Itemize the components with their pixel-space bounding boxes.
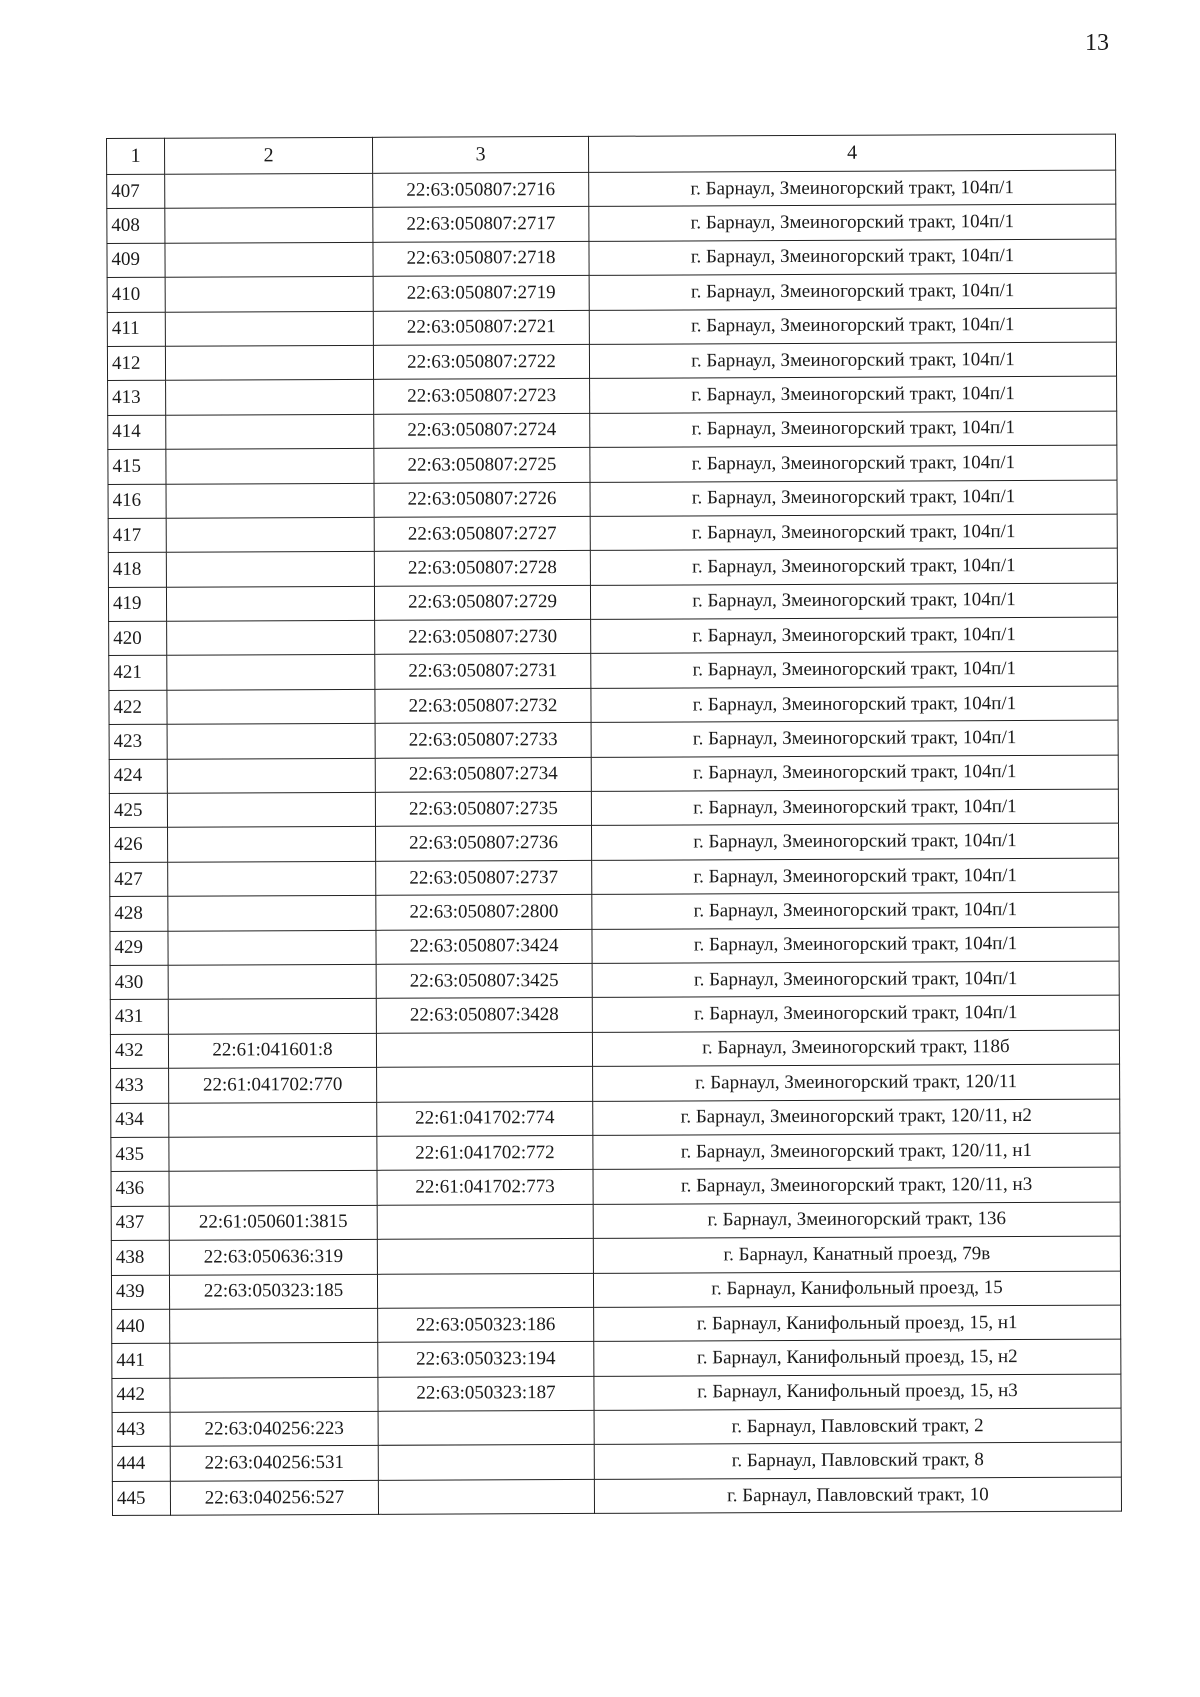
address-cell: г. Барнаул, Змеиногорский тракт, 104п/1	[591, 755, 1118, 792]
address-cell: г. Барнаул, Змеиногорский тракт, 104п/1	[589, 308, 1116, 345]
cadastral-number-cell: 22:63:050807:2730	[375, 619, 591, 654]
row-number-cell: 424	[109, 759, 167, 794]
address-cell: г. Барнаул, Змеиногорский тракт, 104п/1	[590, 514, 1117, 551]
cadastral-number-cell: 22:63:050323:186	[378, 1307, 594, 1342]
row-number-cell: 422	[109, 690, 167, 725]
row-number-cell: 426	[110, 828, 168, 863]
cadastral-number-cell: 22:63:050807:2735	[375, 791, 591, 826]
table-row	[108, 445, 1117, 484]
address-cell: г. Барнаул, Змеиногорский тракт, 136	[593, 1202, 1120, 1239]
row-number-cell: 439	[111, 1275, 169, 1310]
cadastral-number-cell	[165, 311, 373, 346]
cadastral-number-cell	[167, 620, 375, 655]
row-number-cell: 411	[107, 312, 165, 347]
table-row	[107, 204, 1116, 243]
row-number-cell: 419	[108, 587, 166, 622]
address-cell: г. Барнаул, Змеиногорский тракт, 104п/1	[589, 204, 1116, 241]
cadastral-number-cell	[167, 758, 375, 793]
cadastral-number-cell: 22:63:050807:3425	[376, 963, 592, 998]
row-number-cell: 410	[107, 277, 165, 312]
cadastral-number-cell	[378, 1445, 594, 1480]
cadastral-number-cell	[170, 1343, 378, 1378]
address-cell: г. Барнаул, Змеиногорский тракт, 104п/1	[590, 548, 1117, 585]
row-number-cell: 416	[108, 484, 166, 519]
table-row	[108, 514, 1117, 553]
cadastral-number-cell	[168, 827, 376, 862]
address-cell: г. Барнаул, Змеиногорский тракт, 104п/1	[590, 445, 1117, 482]
cadastral-number-cell	[166, 483, 374, 518]
table-row	[111, 1271, 1120, 1310]
column-header-2: 2	[165, 137, 373, 174]
table-row	[110, 1030, 1119, 1069]
row-number-cell: 442	[112, 1378, 170, 1413]
cadastral-number-cell	[377, 1238, 593, 1273]
table-row	[110, 927, 1119, 966]
row-number-cell: 441	[112, 1344, 170, 1379]
cadastral-number-cell	[168, 999, 376, 1034]
cadastral-number-cell	[170, 1308, 378, 1343]
address-cell: г. Барнаул, Змеиногорский тракт, 104п/1	[592, 927, 1119, 964]
table-row	[109, 789, 1118, 828]
cadastral-number-cell: 22:63:050807:2723	[374, 379, 590, 414]
address-cell: г. Барнаул, Змеиногорский тракт, 104п/1	[592, 961, 1119, 998]
cadastral-number-cell: 22:61:041702:773	[377, 1170, 593, 1205]
row-number-cell: 434	[111, 1103, 169, 1138]
cadastral-number-cell: 22:63:050807:2733	[375, 723, 591, 758]
row-number-cell: 444	[112, 1447, 170, 1482]
cadastral-number-cell: 22:63:050807:2728	[374, 551, 590, 586]
address-cell: г. Барнаул, Змеиногорский тракт, 104п/1	[590, 376, 1117, 413]
table-row	[111, 1099, 1120, 1138]
address-cell: г. Барнаул, Змеиногорский тракт, 104п/1	[589, 273, 1116, 310]
table-row	[111, 1064, 1120, 1103]
address-cell: г. Барнаул, Змеиногорский тракт, 118б	[592, 1030, 1119, 1067]
page-number: 13	[1085, 30, 1109, 56]
row-number-cell: 432	[110, 1034, 168, 1069]
address-cell: г. Барнаул, Змеиногорский тракт, 104п/1	[590, 480, 1117, 517]
cadastral-number-cell	[377, 1273, 593, 1308]
cadastral-number-cell	[377, 1067, 593, 1102]
address-cell: г. Барнаул, Змеиногорский тракт, 104п/1	[590, 583, 1117, 620]
row-number-cell: 430	[110, 965, 168, 1000]
row-number-cell: 414	[108, 415, 166, 450]
address-cell: г. Барнаул, Змеиногорский тракт, 104п/1	[591, 652, 1118, 689]
cadastral-number-cell: 22:63:050807:2724	[374, 413, 590, 448]
cadastral-number-cell: 22:63:040256:223	[170, 1411, 378, 1446]
row-number-cell: 433	[111, 1068, 169, 1103]
cadastral-number-cell	[168, 861, 376, 896]
row-number-cell: 413	[108, 381, 166, 416]
table-header-row	[107, 134, 1116, 174]
table-row	[111, 1167, 1120, 1206]
table-row	[112, 1374, 1121, 1413]
table-row	[111, 1133, 1120, 1172]
table-row	[111, 1236, 1120, 1275]
cadastral-number-cell: 22:63:050807:3428	[376, 998, 592, 1033]
cadastral-number-cell	[169, 1102, 377, 1137]
table-row	[109, 617, 1118, 656]
row-number-cell: 431	[110, 1000, 168, 1035]
cadastral-number-cell	[378, 1410, 594, 1445]
address-cell: г. Барнаул, Змеиногорский тракт, 104п/1	[590, 411, 1117, 448]
table-row	[110, 858, 1119, 897]
cadastral-number-cell: 22:63:040256:531	[170, 1446, 378, 1481]
cadastral-number-cell: 22:63:050807:2734	[375, 757, 591, 792]
table-row	[107, 308, 1116, 347]
table-row	[112, 1408, 1121, 1447]
cadastral-number-cell	[165, 208, 373, 243]
cadastral-number-cell: 22:63:050807:2722	[373, 344, 589, 379]
cadastral-number-cell	[377, 1204, 593, 1239]
address-cell: г. Барнаул, Змеиногорский тракт, 104п/1	[591, 617, 1118, 654]
row-number-cell: 425	[109, 793, 167, 828]
row-number-cell: 418	[108, 553, 166, 588]
row-number-cell: 445	[112, 1481, 170, 1516]
address-cell: г. Барнаул, Змеиногорский тракт, 104п/1	[592, 995, 1119, 1032]
table-row	[108, 376, 1117, 415]
table-row	[109, 720, 1118, 759]
cadastral-number-cell: 22:63:050323:194	[378, 1342, 594, 1377]
cadastral-number-cell: 22:63:050807:2800	[376, 895, 592, 930]
cadastral-number-cell	[167, 792, 375, 827]
cadastral-number-cell: 22:63:050807:2732	[375, 688, 591, 723]
cadastral-number-cell	[165, 242, 373, 277]
table-body	[107, 134, 1122, 1516]
row-number-cell: 417	[108, 518, 166, 553]
address-cell: г. Барнаул, Павловский тракт, 2	[594, 1408, 1121, 1445]
row-number-cell: 440	[112, 1309, 170, 1344]
cadastral-number-cell	[167, 655, 375, 690]
cadastral-number-cell	[166, 448, 374, 483]
cadastral-number-cell	[169, 1136, 377, 1171]
address-cell: г. Барнаул, Змеиногорский тракт, 104п/1	[591, 686, 1118, 723]
row-number-cell: 435	[111, 1137, 169, 1172]
row-number-cell: 436	[111, 1172, 169, 1207]
address-cell: г. Барнаул, Змеиногорский тракт, 104п/1	[589, 342, 1116, 379]
address-cell: г. Барнаул, Змеиногорский тракт, 120/11, н2	[593, 1099, 1120, 1136]
address-cell: г. Барнаул, Канифольный проезд, 15, н3	[594, 1374, 1121, 1411]
cadastral-number-cell	[166, 517, 374, 552]
cadastral-number-cell: 22:63:050807:2736	[376, 826, 592, 861]
cadastral-number-cell	[165, 277, 373, 312]
address-cell: г. Барнаул, Павловский тракт, 10	[594, 1477, 1121, 1514]
table-row	[109, 755, 1118, 794]
address-cell: г. Барнаул, Змеиногорский тракт, 104п/1	[591, 720, 1118, 757]
cadastral-number-cell: 22:61:050601:3815	[169, 1205, 377, 1240]
row-number-cell: 429	[110, 931, 168, 966]
cadastral-number-cell	[165, 173, 373, 208]
column-header-4: 4	[588, 134, 1115, 172]
table-row	[109, 652, 1118, 691]
table-row	[110, 961, 1119, 1000]
address-cell: г. Барнаул, Змеиногорский тракт, 104п/1	[592, 858, 1119, 895]
cadastral-number-cell: 22:61:041702:774	[377, 1101, 593, 1136]
cadastral-number-cell	[166, 380, 374, 415]
cadastral-number-cell: 22:63:050807:2721	[373, 310, 589, 345]
row-number-cell: 427	[110, 862, 168, 897]
cadastral-number-cell	[376, 1032, 592, 1067]
data-table	[106, 134, 1122, 1517]
table-row	[108, 548, 1117, 587]
address-cell: г. Барнаул, Павловский тракт, 8	[594, 1443, 1121, 1480]
address-cell: г. Барнаул, Змеиногорский тракт, 104п/1	[592, 824, 1119, 861]
table-row	[110, 995, 1119, 1034]
table-row	[108, 411, 1117, 450]
cadastral-number-cell: 22:61:041702:772	[377, 1135, 593, 1170]
cadastral-number-cell: 22:61:041601:8	[168, 1033, 376, 1068]
cadastral-number-cell: 22:63:050323:187	[378, 1376, 594, 1411]
table-row	[107, 273, 1116, 312]
cadastral-number-cell: 22:63:050323:185	[169, 1274, 377, 1309]
address-cell: г. Барнаул, Змеиногорский тракт, 120/11, н3	[593, 1167, 1120, 1204]
address-cell: г. Барнаул, Канифольный проезд, 15	[593, 1271, 1120, 1308]
cadastral-number-cell	[168, 964, 376, 999]
row-number-cell: 437	[111, 1206, 169, 1241]
cadastral-number-cell: 22:63:050807:2717	[373, 207, 589, 242]
row-number-cell: 407	[107, 174, 165, 209]
row-number-cell: 420	[109, 621, 167, 656]
table-row	[112, 1339, 1121, 1378]
row-number-cell: 408	[107, 209, 165, 244]
cadastral-number-cell	[166, 586, 374, 621]
row-number-cell: 423	[109, 724, 167, 759]
cadastral-number-cell: 22:63:050807:2737	[376, 860, 592, 895]
address-cell: г. Барнаул, Канифольный проезд, 15, н2	[594, 1339, 1121, 1376]
cadastral-number-cell	[169, 1171, 377, 1206]
cadastral-number-cell: 22:63:050807:2726	[374, 482, 590, 517]
table-row	[107, 239, 1116, 278]
cadastral-number-cell	[168, 896, 376, 931]
table-row	[108, 480, 1117, 519]
address-cell: г. Барнаул, Змеиногорский тракт, 120/11	[593, 1064, 1120, 1101]
table-row	[109, 686, 1118, 725]
table-row	[111, 1202, 1120, 1241]
cadastral-number-cell	[168, 930, 376, 965]
cadastral-number-cell	[167, 724, 375, 759]
row-number-cell: 415	[108, 449, 166, 484]
cadastral-number-cell: 22:63:050807:2731	[375, 654, 591, 689]
row-number-cell: 412	[107, 346, 165, 381]
table-row	[112, 1443, 1121, 1482]
cadastral-number-cell	[167, 689, 375, 724]
address-cell: г. Барнаул, Змеиногорский тракт, 120/11, н1	[593, 1133, 1120, 1170]
cadastral-number-cell: 22:63:040256:527	[170, 1480, 378, 1515]
row-number-cell: 443	[112, 1412, 170, 1447]
cadastral-number-cell: 22:63:050636:319	[169, 1239, 377, 1274]
cadastral-number-cell: 22:63:050807:2725	[374, 448, 590, 483]
address-cell: г. Барнаул, Канатный проезд, 79в	[593, 1236, 1120, 1273]
table-row	[110, 824, 1119, 863]
cadastral-number-cell	[165, 345, 373, 380]
table-row	[107, 170, 1116, 209]
address-cell: г. Барнаул, Змеиногорский тракт, 104п/1	[592, 892, 1119, 929]
cadastral-number-cell	[166, 552, 374, 587]
cadastral-number-cell	[166, 414, 374, 449]
cadastral-number-cell: 22:63:050807:2716	[373, 172, 589, 207]
table-row	[112, 1305, 1121, 1344]
cadastral-number-cell	[378, 1479, 594, 1514]
address-cell: г. Барнаул, Змеиногорский тракт, 104п/1	[589, 239, 1116, 276]
table-row	[110, 892, 1119, 931]
cadastral-number-cell: 22:63:050807:2729	[374, 585, 590, 620]
row-number-cell: 428	[110, 896, 168, 931]
table-row	[108, 583, 1117, 622]
cadastral-number-cell: 22:63:050807:2719	[373, 276, 589, 311]
cadastral-number-cell	[170, 1377, 378, 1412]
address-cell: г. Барнаул, Змеиногорский тракт, 104п/1	[589, 170, 1116, 207]
row-number-cell: 409	[107, 243, 165, 278]
address-cell: г. Барнаул, Змеиногорский тракт, 104п/1	[591, 789, 1118, 826]
table-row	[112, 1477, 1121, 1516]
address-cell: г. Барнаул, Канифольный проезд, 15, н1	[594, 1305, 1121, 1342]
table-row	[107, 342, 1116, 381]
cadastral-number-cell: 22:63:050807:2727	[374, 516, 590, 551]
cadastral-number-cell: 22:61:041702:770	[169, 1067, 377, 1102]
column-header-3: 3	[372, 136, 588, 173]
row-number-cell: 438	[111, 1240, 169, 1275]
row-number-cell: 421	[109, 656, 167, 691]
column-header-1: 1	[107, 138, 165, 174]
cadastral-number-cell: 22:63:050807:3424	[376, 929, 592, 964]
cadastral-number-cell: 22:63:050807:2718	[373, 241, 589, 276]
